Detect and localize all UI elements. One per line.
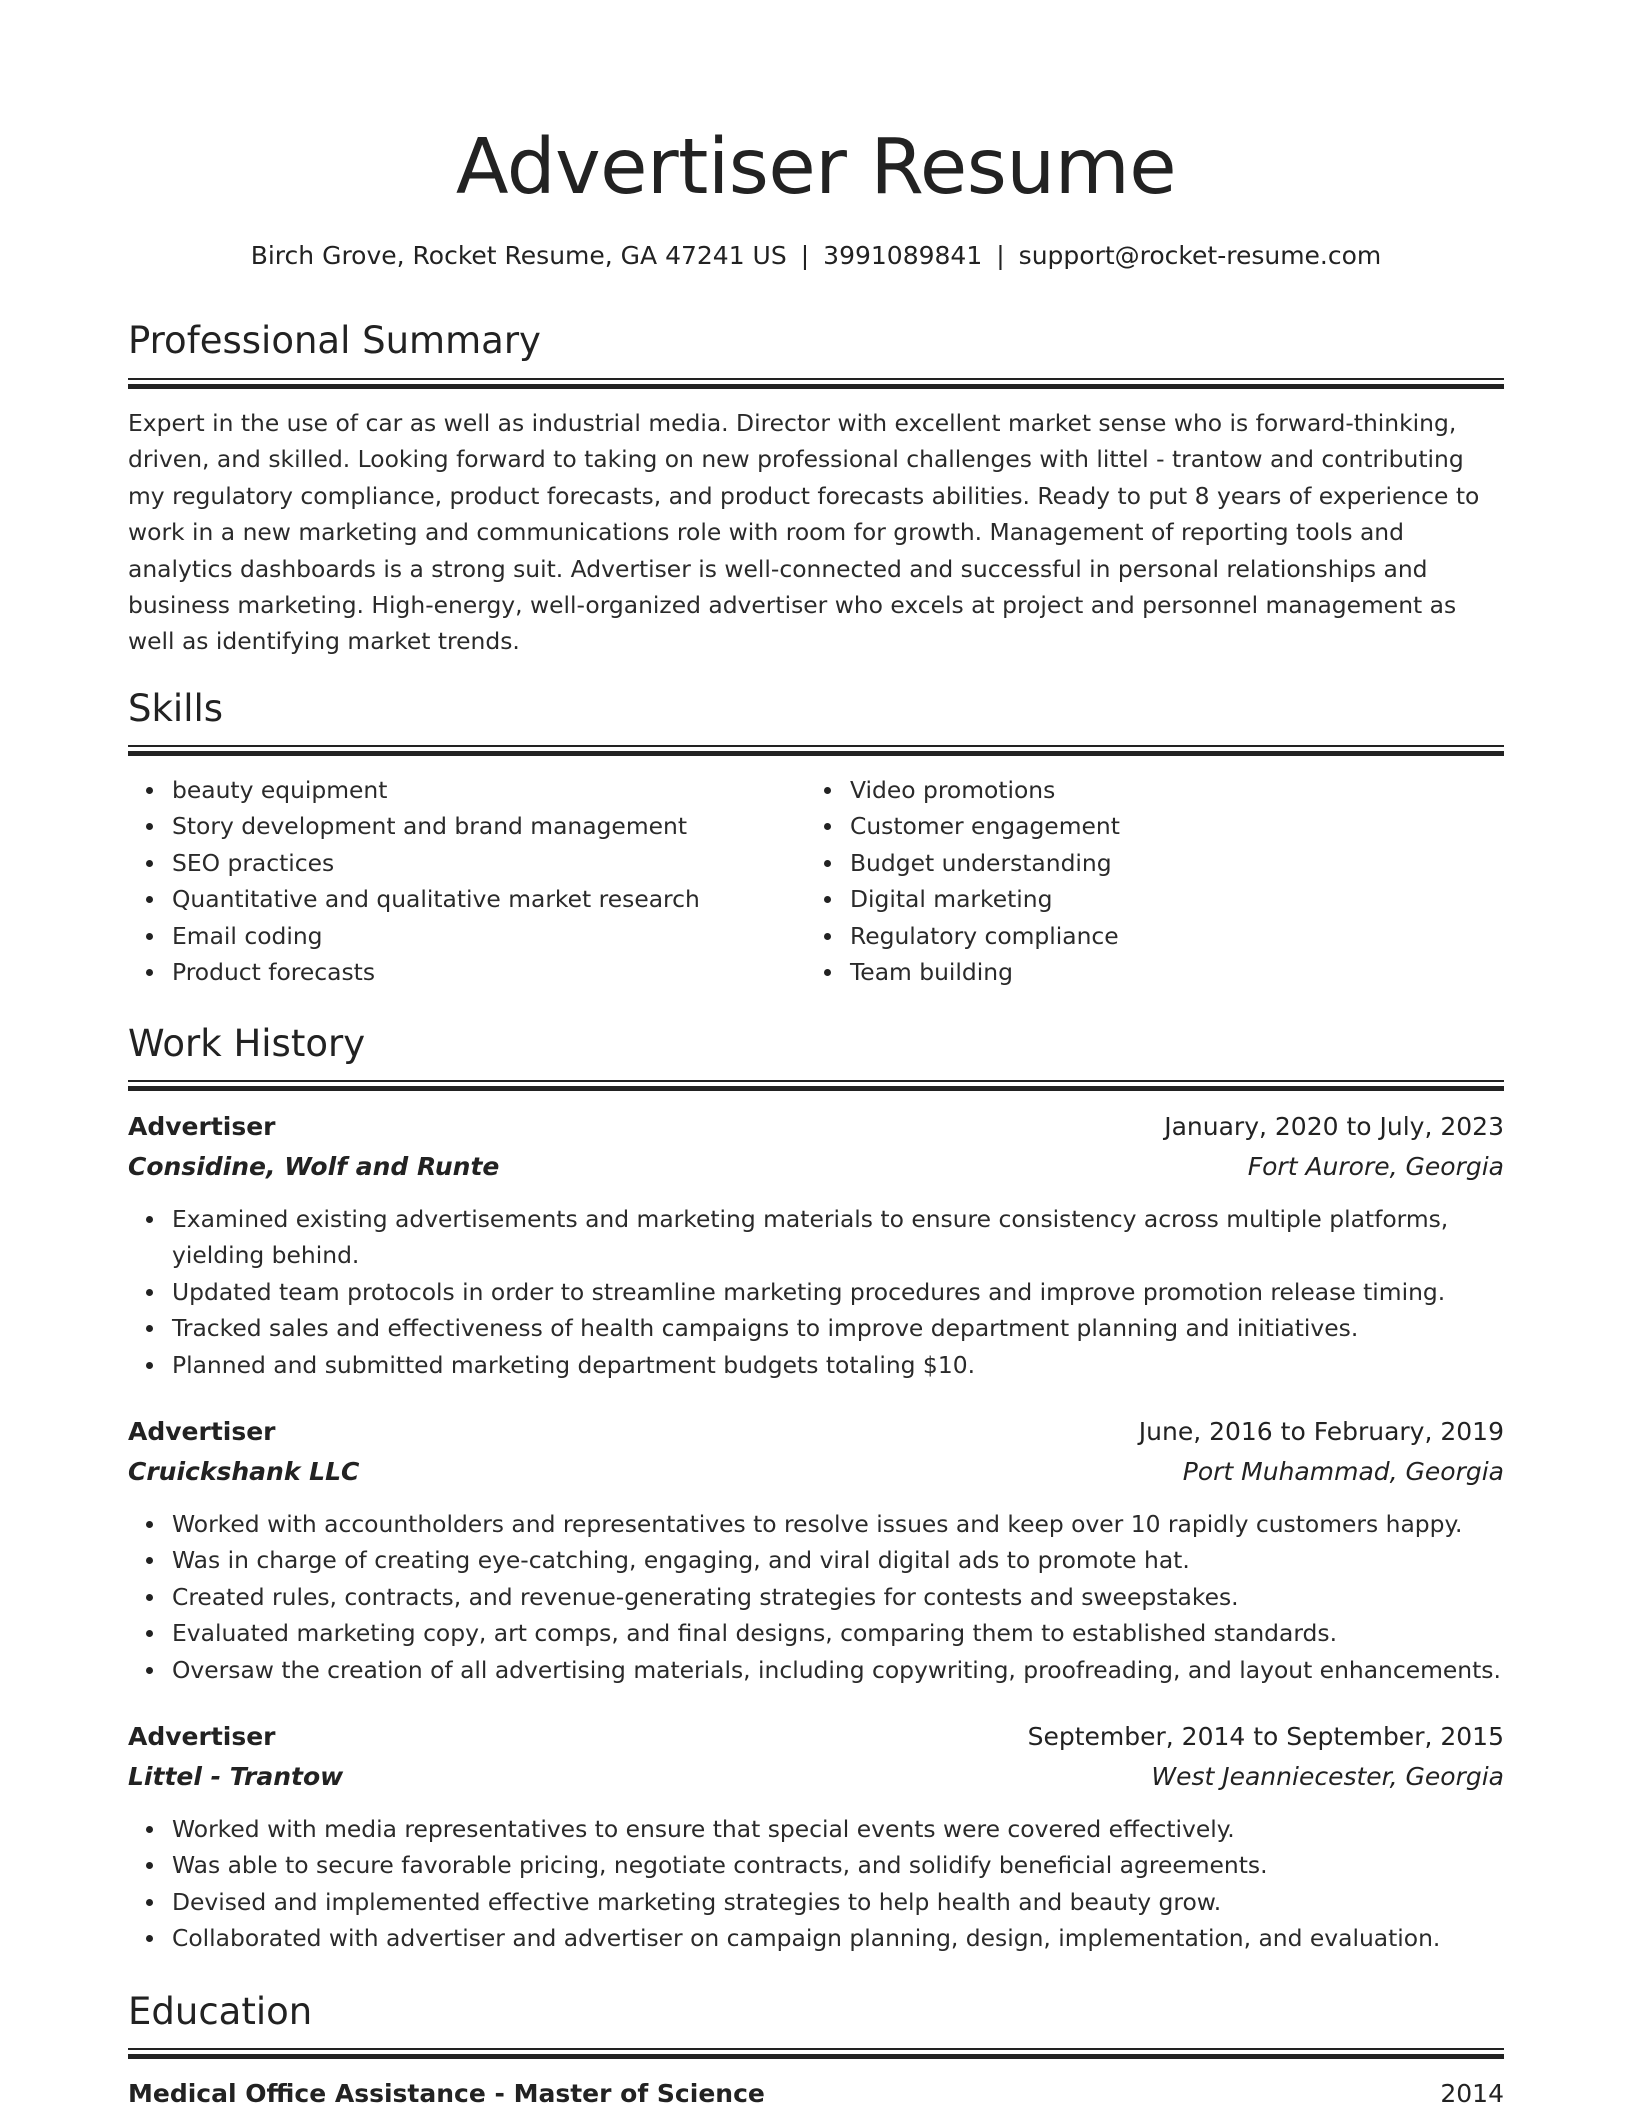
duty-item: Created rules, contracts, and revenue-generating strategies for contests and sweepstakes. <box>172 1579 1504 1615</box>
skill-item: Team building <box>850 954 1510 990</box>
job-duties <box>128 1506 1504 1688</box>
duty-item: Was able to secure favorable pricing, negotiate contracts, and solidify beneficial agreements. <box>172 1847 1504 1883</box>
contact-line <box>128 238 1504 274</box>
skills-list-left <box>128 772 832 990</box>
skill-item: SEO practices <box>172 845 832 881</box>
job-employer <box>128 1452 1504 1492</box>
section-divider <box>128 745 1504 756</box>
duty-item: Tracked sales and effectiveness of health campaigns to improve department planning and initiatives. <box>172 1310 1504 1346</box>
contact-email: support@rocket-resume.com <box>1018 241 1382 270</box>
education-degree: Medical Office Assistance - Master of Science <box>128 2079 765 2108</box>
duty-item: Worked with media representatives to ensure that special events were covered effectively. <box>172 1811 1504 1847</box>
job-location: Port Muhammad, Georgia <box>1182 1457 1504 1486</box>
skills-list-right <box>806 772 1510 990</box>
duty-item: Planned and submitted marketing department budgets totaling $10. <box>172 1347 1504 1383</box>
job-title: Advertiser <box>128 1112 276 1141</box>
skill-item: Budget understanding <box>850 845 1510 881</box>
job-title: Advertiser <box>128 1417 276 1446</box>
skill-item: Quantitative and qualitative market research <box>172 881 832 917</box>
duty-item: Collaborated with advertiser and advertiser on campaign planning, design, implementation, and evaluation. <box>172 1920 1504 1956</box>
skill-item: Story development and brand management <box>172 808 832 844</box>
job-company: Littel - Trantow <box>128 1762 344 1791</box>
skill-item: Customer engagement <box>850 808 1510 844</box>
job-dates: January, 2020 to July, 2023 <box>1164 1112 1504 1141</box>
skill-item: Regulatory compliance <box>850 918 1510 954</box>
job-duties <box>128 1201 1504 1383</box>
summary-text: Expert in the use of car as well as industrial media. Director with excellent market sense who is forward-thinking, driven, and skilled. Looking forward to taking on new professional challenges with littel - trantow and contributing my regulatory compliance, product forecasts, and product forecasts abilities. Ready to put 8 years of experience to work in a new marketing and communications role with room for growth. Management of reporting tools and analytics dashboards is a strong suit. Advertiser is well-connected and successful in personal relationships and business marketing. High-energy, well-organized advertiser who excels at project and personnel management as well as identifying market trends. <box>128 409 1480 656</box>
education-entry <box>128 2074 1504 2114</box>
job-header <box>128 1412 1504 1452</box>
job-dates: September, 2014 to September, 2015 <box>1027 1722 1504 1751</box>
section-divider <box>128 1080 1504 1091</box>
section-heading-summary: Professional Summary <box>128 319 541 362</box>
duty-item: Evaluated marketing copy, art comps, and final designs, comparing them to established standards. <box>172 1615 1504 1651</box>
job-duties <box>128 1811 1504 1957</box>
job-employer <box>128 1147 1504 1187</box>
job-company: Considine, Wolf and Runte <box>128 1152 500 1181</box>
skill-item: Video promotions <box>850 772 1510 808</box>
duty-item: Examined existing advertisements and marketing materials to ensure consistency across multiple platforms, yielding behind. <box>172 1201 1504 1274</box>
section-divider <box>128 378 1504 389</box>
section-heading-skills: Skills <box>128 687 224 730</box>
skill-item: Digital marketing <box>850 881 1510 917</box>
job-employer <box>128 1757 1504 1797</box>
section-divider <box>128 2048 1504 2059</box>
job-header <box>128 1717 1504 1757</box>
resume-title: Advertiser Resume <box>455 123 1177 212</box>
job-location: Fort Aurore, Georgia <box>1247 1152 1504 1181</box>
contact-separator: | <box>996 241 1005 270</box>
job-dates: June, 2016 to February, 2019 <box>1138 1417 1504 1446</box>
duty-item: Was in charge of creating eye-catching, engaging, and viral digital ads to promote hat. <box>172 1542 1504 1578</box>
job-header <box>128 1107 1504 1147</box>
contact-phone: 3991089841 <box>823 241 983 270</box>
duty-item: Oversaw the creation of all advertising materials, including copywriting, proofreading, and layout enhancements. <box>172 1652 1504 1688</box>
section-heading-work: Work History <box>128 1022 366 1065</box>
skill-item: Email coding <box>172 918 832 954</box>
skill-item: Product forecasts <box>172 954 832 990</box>
section-heading-education: Education <box>128 1990 313 2033</box>
duty-item: Updated team protocols in order to streamline marketing procedures and improve promotion release timing. <box>172 1274 1504 1310</box>
skill-item: beauty equipment <box>172 772 832 808</box>
contact-separator: | <box>800 241 810 270</box>
duty-item: Devised and implemented effective marketing strategies to help health and beauty grow. <box>172 1884 1504 1920</box>
job-title: Advertiser <box>128 1722 276 1751</box>
job-company: Cruickshank LLC <box>128 1457 360 1486</box>
education-year: 2014 <box>1440 2079 1504 2108</box>
duty-item: Worked with accountholders and representatives to resolve issues and keep over 10 rapidly customers happy. <box>172 1506 1504 1542</box>
job-location: West Jeanniecester, Georgia <box>1151 1762 1504 1791</box>
contact-address: Birch Grove, Rocket Resume, GA 47241 US <box>250 241 787 270</box>
